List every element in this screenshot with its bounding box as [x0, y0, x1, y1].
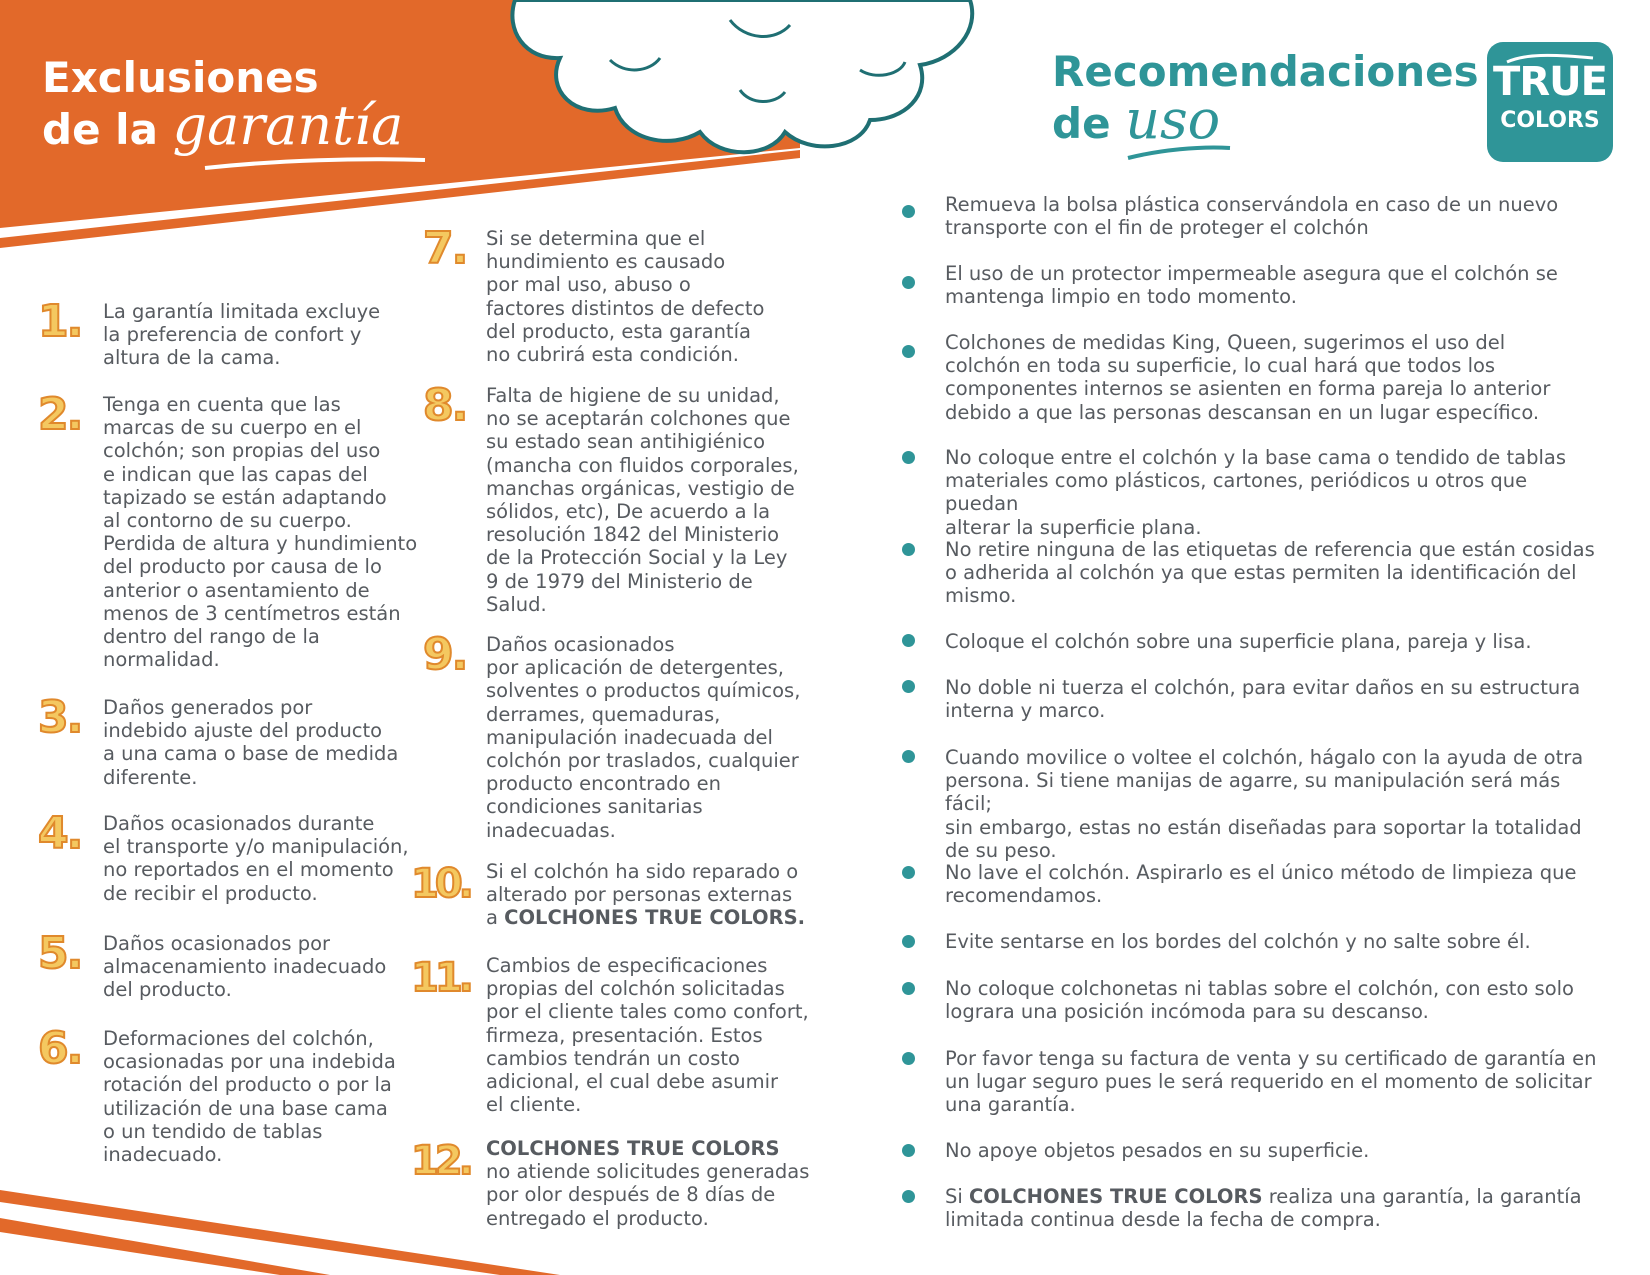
- exclusion-number: 4.: [38, 808, 82, 859]
- recommendations-title-prefix: de: [1052, 99, 1111, 148]
- brand-name: COLCHONES TRUE COLORS.: [504, 906, 806, 930]
- bullet-icon: [902, 1052, 915, 1065]
- brand-name: COLCHONES TRUE COLORS: [969, 1185, 1263, 1208]
- recommendation-item: Por favor tenga su factura de venta y su certificado de garantía en un lugar seguro pues le será requerido en el momento de solicitar una garantía.: [945, 1047, 1597, 1117]
- exclusions-title-script: garantía: [172, 94, 404, 157]
- exclusion-text-part: no atiende solicitudes generadas por olor después de 8 días de entregado el producto.: [486, 1160, 810, 1230]
- bullet-icon: [902, 451, 915, 464]
- exclusion-number: 10.: [411, 861, 470, 907]
- exclusion-number: 3.: [38, 692, 82, 743]
- bullet-icon: [902, 750, 915, 763]
- exclusions-title-line2: [42, 94, 404, 157]
- bullet-icon: [902, 1190, 915, 1203]
- exclusion-text: Daños ocasionados durante el transporte y/o manipulación, no reportados en el momento de recibir el producto.: [103, 812, 409, 905]
- exclusion-text: [486, 860, 826, 930]
- exclusion-number: 12.: [411, 1138, 470, 1184]
- logo-line2: COLORS: [1500, 108, 1600, 133]
- exclusion-number: 11.: [411, 955, 470, 1001]
- recommendation-item: No apoye objetos pesados en su superficie.: [945, 1139, 1370, 1162]
- exclusion-number: 1.: [38, 296, 82, 347]
- exclusion-text-part: Si el colchón ha sido reparado o alterado por personas externas a: [486, 860, 799, 930]
- exclusion-text: Tenga en cuenta que las marcas de su cuerpo en el colchón; son propias del uso e indican que las capas del tapizado se están adaptando al contorno de su cuerpo. Perdida de altura y hundimiento del producto por causa de lo anterior o asentamiento de menos de 3 centímetros están dentro del rango de la normalidad.: [103, 393, 418, 672]
- exclusion-text: Deformaciones del colchón, ocasionadas por una indebida rotación del producto o por la utilización de una base cama o un tendido de tablas inadecuado.: [103, 1027, 396, 1167]
- exclusion-number: 2.: [38, 389, 82, 440]
- bullet-icon: [902, 634, 915, 647]
- exclusions-title-line1: Exclusiones: [42, 53, 319, 102]
- exclusion-text: Falta de higiene de su unidad, no se aceptarán colchones que su estado sean antihigiénico (mancha con fluidos corporales, manchas orgánicas, vestigio de sólidos, etc), De acuerdo a la resolución 1842 del Ministerio de la Protección Social y la Ley 9 de 1979 del Ministerio de Salud.: [486, 384, 799, 616]
- true-colors-logo: [1487, 42, 1613, 162]
- recommendation-text-part: Si: [945, 1185, 969, 1208]
- bullet-icon: [902, 680, 915, 693]
- recommendation-item: Coloque el colchón sobre una superficie plana, pareja y lisa.: [945, 630, 1532, 653]
- recommendations-title-line2: [1052, 88, 1479, 151]
- exclusion-text: Daños generados por indebido ajuste del producto a una cama o base de medida diferente.: [103, 696, 399, 789]
- recommendation-item: No coloque entre el colchón y la base cama o tendido de tablas materiales como plásticos, cartones, periódicos u otros que puedan alterar la superficie plana.: [945, 446, 1566, 539]
- recommendation-item: No lave el colchón. Aspirarlo es el único método de limpieza que recomendamos.: [945, 861, 1577, 908]
- recommendation-text-part: realiza una garantía, la garantía limitada continua desde la fecha de compra.: [945, 1185, 1582, 1232]
- exclusions-title-prefix: de la: [42, 105, 158, 154]
- exclusion-text: [486, 1137, 826, 1230]
- recommendation-item: [945, 1185, 1605, 1231]
- bullet-icon: [902, 866, 915, 879]
- exclusions-title: [42, 53, 404, 157]
- recommendation-item: Cuando movilice o voltee el colchón, hágalo con la ayuda de otra persona. Si tiene manijas de agarre, su manipulación será más fácil; sin embargo, estas no están diseñadas para soportar la totalidad de su peso.: [945, 746, 1584, 862]
- exclusion-number: 9.: [423, 629, 467, 680]
- exclusion-number: 5.: [38, 928, 82, 979]
- bullet-icon: [902, 205, 915, 218]
- bullet-icon: [902, 345, 915, 358]
- bullet-icon: [902, 276, 915, 289]
- exclusion-number: 7.: [423, 223, 467, 274]
- bottom-stripe-2: [0, 1218, 330, 1275]
- exclusion-text: Daños ocasionados por aplicación de detergentes, solventes o productos químicos, derrames, quemaduras, manipulación inadecuada del colchón por traslados, cualquier producto encontrado en condiciones sanitarias inadecuadas.: [486, 633, 801, 842]
- bullet-icon: [902, 982, 915, 995]
- bullet-icon: [902, 935, 915, 948]
- exclusion-text: Cambios de especificaciones propias del colchón solicitadas por el cliente tales como confort, firmeza, presentación. Estos cambios tendrán un costo adicional, el cual debe asumir el cliente.: [486, 954, 809, 1117]
- recommendations-title-line1: Recomendaciones: [1052, 47, 1479, 96]
- logo-line1: TRUE: [1493, 59, 1607, 105]
- recommendation-item: El uso de un protector impermeable asegura que el colchón se mantenga limpio en todo momento.: [945, 262, 1558, 309]
- exclusion-text: Daños ocasionados por almacenamiento inadecuado del producto.: [103, 932, 387, 1002]
- recommendations-title-script: uso: [1125, 88, 1221, 151]
- recommendation-item: Colchones de medidas King, Queen, sugerimos el uso del colchón en toda su superficie, lo cual hará que todos los componentes internos se asienten en forma pareja lo anterior debido a que las personas descansan en un lugar específico.: [945, 331, 1551, 424]
- recommendation-item: Remueva la bolsa plástica conservándola en caso de un nuevo transporte con el fin de proteger el colchón: [945, 193, 1559, 240]
- bottom-stripe-1: [0, 1190, 560, 1275]
- exclusion-text: Si se determina que el hundimiento es causado por mal uso, abuso o factores distintos de defecto del producto, esta garantía no cubrirá esta condición.: [486, 227, 765, 367]
- exclusion-number: 6.: [38, 1023, 82, 1074]
- brand-name: COLCHONES TRUE COLORS: [486, 1137, 780, 1160]
- recommendation-item: No doble ni tuerza el colchón, para evitar daños en su estructura interna y marco.: [945, 676, 1581, 723]
- bullet-icon: [902, 1144, 915, 1157]
- exclusion-text: La garantía limitada excluye la preferencia de confort y altura de la cama.: [103, 300, 381, 370]
- recommendation-item: No coloque colchonetas ni tablas sobre el colchón, con esto solo lograra una posición incómoda para su descanso.: [945, 977, 1574, 1024]
- recommendations-title: [1052, 47, 1479, 151]
- bullet-icon: [902, 543, 915, 556]
- exclusion-number: 8.: [423, 380, 467, 431]
- recommendation-item: Evite sentarse en los bordes del colchón y no salte sobre él.: [945, 930, 1531, 953]
- recommendation-item: No retire ninguna de las etiquetas de referencia que están cosidas o adherida al colchón ya que estas permiten la identificación del mismo.: [945, 538, 1595, 608]
